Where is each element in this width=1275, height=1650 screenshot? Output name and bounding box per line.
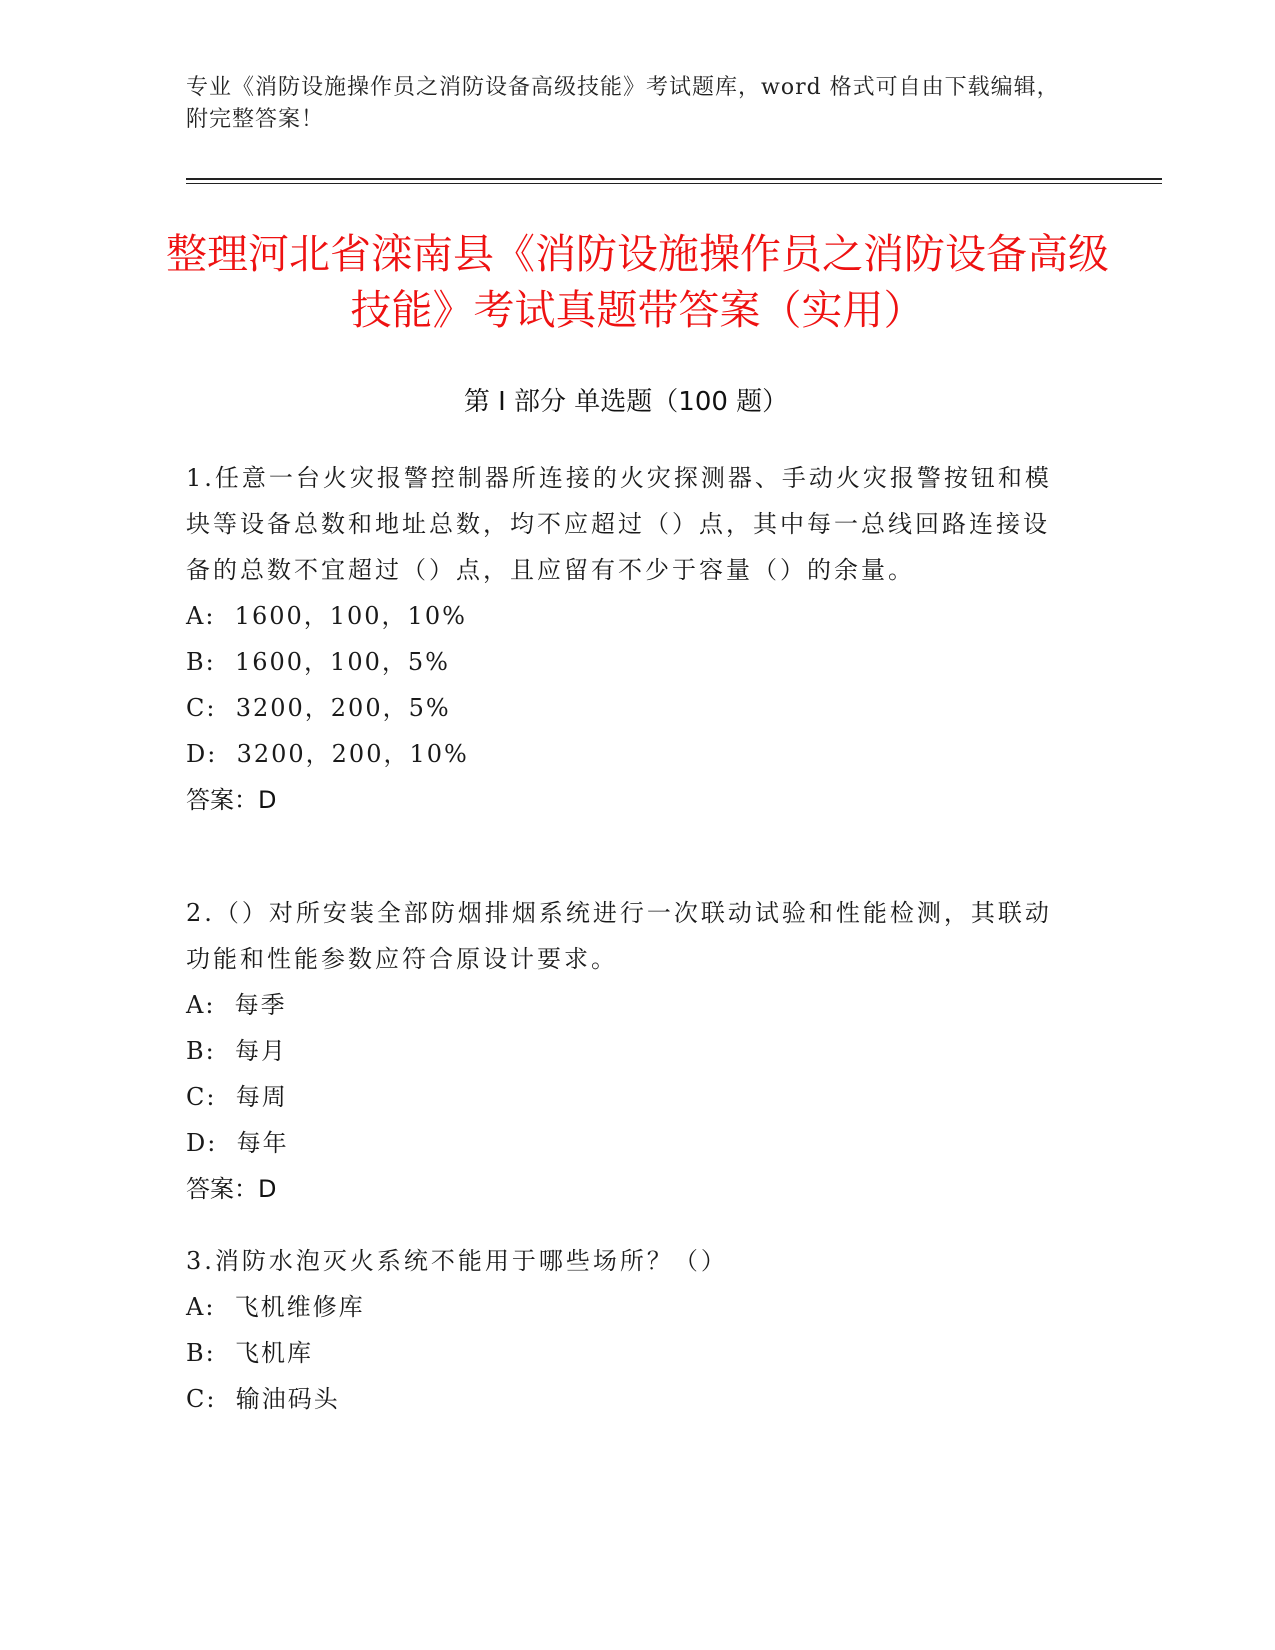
option-b: B: 每月 [186, 1037, 287, 1065]
option-a: A: 1600，100，10% [186, 602, 467, 630]
option-c: C: 3200，200，5% [186, 694, 451, 722]
question-1 [186, 455, 1066, 823]
header-divider-thick [186, 178, 1162, 180]
question-2 [186, 890, 1066, 1212]
answer: 答案：D [186, 1175, 277, 1203]
option-d: D: 3200，200，10% [186, 740, 469, 768]
header-divider-thin [186, 183, 1162, 184]
option-b: B: 1600，100，5% [186, 648, 450, 676]
answer: 答案：D [186, 786, 277, 814]
option-c: C: 输油码头 [186, 1385, 340, 1413]
question-stem: 3.消防水泡灭火系统不能用于哪些场所？（） [186, 1247, 728, 1275]
question-stem: 1.任意一台火灾报警控制器所连接的火灾探测器、手动火灾报警按钮和模块等设备总数和地址总数，均不应超过（）点，其中每一总线回路连接设备的总数不宜超过（）点，且应留有不少于容量（）的余量。 [186, 464, 1052, 584]
section-title: 第 I 部分 单选题（100 题） [463, 387, 789, 417]
document-title: 整理河北省滦南县《消防设施操作员之消防设备高级技能》考试真题带答案（实用） [166, 230, 1109, 334]
header-note: 专业《消防设施操作员之消防设备高级技能》考试题库，word 格式可自由下载编辑，附完整答案！ [186, 75, 1060, 132]
option-a: A: 每季 [186, 991, 287, 1019]
option-c: C: 每周 [186, 1083, 288, 1111]
option-a: A: 飞机维修库 [186, 1293, 365, 1321]
question-3 [186, 1238, 1066, 1422]
question-stem: 2.（）对所安装全部防烟排烟系统进行一次联动试验和性能检测，其联动功能和性能参数应符合原设计要求。 [186, 899, 1052, 973]
option-b: B: 飞机库 [186, 1339, 313, 1367]
option-d: D: 每年 [186, 1129, 289, 1157]
